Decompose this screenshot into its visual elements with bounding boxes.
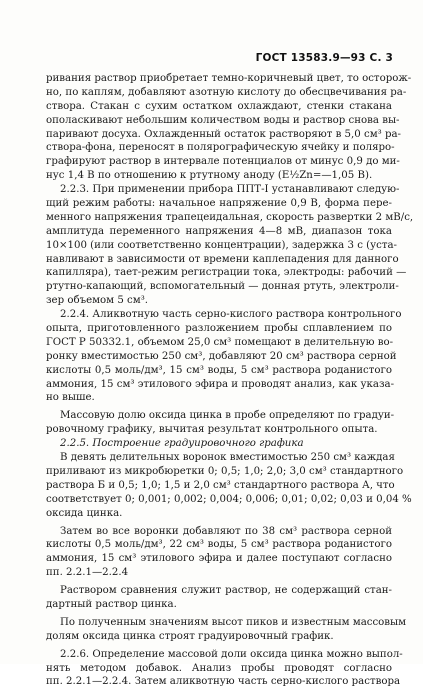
paragraph-reference-solution [46,584,392,612]
text-line: соответствует 0; 0,001; 0,002; 0,004; 0,006; 0,01; 0,02; 0,03 и 0,04 % [46,493,412,505]
text-line: нять методом добавок. Анализ пробы проводят согласно [46,662,392,674]
text-line: оксида цинка. [46,507,123,519]
text-line: долям оксида цинка строят градуировочный график. [46,630,334,642]
paragraph-peak-heights [46,616,407,644]
text-line: ровочному графику, вычитая результат контрольного опыта. [46,424,378,436]
text-line: пп. 2.2.1—2.2.4 [46,567,129,579]
text-line: ополаскивают небольшим количеством воды и раствор снова вы- [46,114,400,126]
text-line: навливают в зависимости от времени каплепадения для данного [46,253,399,265]
text-line: 10×100 (или соответственно концентрации), задержка 3 с (уста- [46,239,397,251]
paragraph-funnels [46,525,392,581]
text-line: аммония, 15 см³ этилового эфира и проводят анализ, как указа- [46,378,395,390]
text-line: ГОСТ Р 50332.1, объемом 25,0 см³ помещают в делительную во- [46,336,394,348]
text-line: створа-фона, переносят в полярографическую ячейку и поляро- [46,142,395,154]
text-line: раствора Б и 0,5; 1,0; 1,5 и 2,0 см³ стандартного раствора А, что [46,479,395,491]
paragraph-2-2-4 [46,308,402,405]
text-line: капилляра), тает-режим регистрации тока, электроды: рабочий — [46,267,407,279]
text-line: кислоты 0,5 моль/дм³, 22 см³ воды, 5 см³ раствора роданистого [46,539,392,551]
text-line: амплитуда переменного напряжения 4—8 мВ, диапазон тока [46,225,392,237]
text-line: По полученным значениям высот пиков и известным массовым [60,616,407,628]
paragraph-2-2-6 [46,648,403,689]
document-body [46,72,414,689]
text-line: 2.2.4. Аликвотную часть серно-кислого раствора контрольного [60,309,402,321]
text-line: но выше. [46,392,95,404]
text-line: зер объемом 5 см³. [46,295,149,307]
text-line: приливают из микробюретки 0; 0,5; 1,0; 2,0; 3,0 см³ стандартного [46,465,404,477]
text-line: но, по каплям, добавляют азотную кислоту до обесцвечивания ра- [46,86,407,98]
paragraph-mass-fraction [46,409,395,437]
text-line: Раствором сравнения служит раствор, не содержащий стан- [60,585,392,597]
text-line: аммония, 15 см³ этилового эфира и далее поступают согласно [46,553,392,565]
text-line: нус 1,4 В по отношению к ртутному аноду (E½Zn=—1,05 В). [46,170,373,182]
text-line: 2.2.6. Определение массовой доли оксида цинка можно выпол- [60,648,403,660]
text-line: дартный раствор цинка. [46,598,177,610]
text-line: Затем во все воронки добавляют по 38 см³ раствора серной [60,525,392,537]
text-line: ронку вместимостью 250 см³, добавляют 20 см³ раствора серной [46,350,397,362]
text-line: 2.2.3. При применении прибора ППТ-I устанавливают следую- [60,184,400,196]
text-line: Массовую долю оксида цинка в пробе определяют по градуи- [60,410,395,422]
paragraph-2-2-5 [46,437,412,520]
text-line: кислоты 0,5 моль/дм³, 15 см³ воды, 5 см³ раствора роданистого [46,364,392,376]
page-header: ГОСТ 13583.9—93 С. 3 [255,52,393,64]
text-line: менного напряжения трапецеидальная, скорость развертки 2 мВ/с, [46,211,414,223]
section-heading: 2.2.5. Построение градуировочного графика [60,438,304,450]
text-line: паривают досуха. Охлажденный остаток растворяют в 5,0 см³ ра- [46,128,401,140]
text-line: ртутно-капающий, вспомогательный — донная ртуть, электроли- [46,281,399,293]
text-line: щий режим работы: начальное напряжение 0,9 В, форма пере- [46,198,392,210]
text-line: графируют раствор в интервале потенциалов от минус 0,9 до ми- [46,156,400,168]
paragraph-evaporation [46,72,412,183]
text-line: пп. 2.2.1—2.2.4. Затем аликвотную часть серно-кислого раствора [46,676,401,688]
text-line: ривания раствор приобретает темно-коричневый цвет, то осторож- [46,73,412,84]
text-line: опыта, приготовленного разложением пробы сплавлением по [46,323,392,335]
text-line: В девять делительных воронок вместимостью 250 см³ каждая [60,452,395,464]
text-line: створа. Стакан с сухим остатком охлаждают, стенки стакана [46,100,392,112]
paragraph-2-2-3 [46,183,414,308]
